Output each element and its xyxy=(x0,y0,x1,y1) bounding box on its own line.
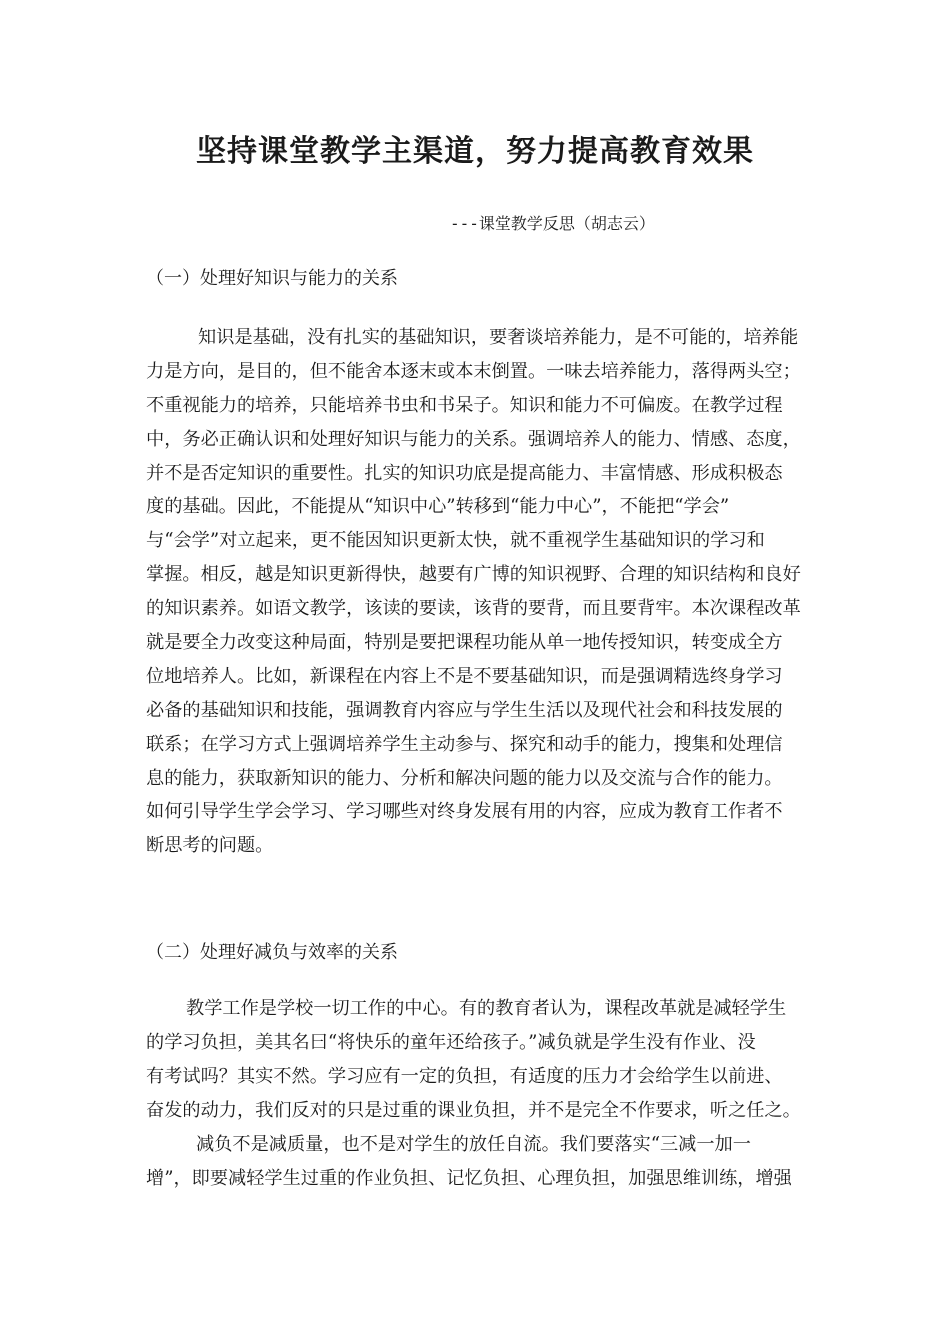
paragraph-line: 联系；在学习方式上强调培养学生主动参与、探究和动手的能力，搜集和处理信 xyxy=(146,733,783,755)
paragraph-line: 奋发的动力，我们反对的只是过重的课业负担，并不是完全不作要求，听之任之。 xyxy=(146,1099,801,1121)
paragraph-line: 的学习负担，美其名曰“将快乐的童年还给孩子。”减负就是学生没有作业、没 xyxy=(146,1031,756,1053)
paragraph-line: 如何引导学生学会学习、学习哪些对终身发展有用的内容，应成为教育工作者不 xyxy=(146,801,783,823)
paragraph-line: 有考试吗？其实不然。学习应有一定的负担，有适度的压力才会给学生以前进、 xyxy=(146,1065,783,1087)
paragraph-line: 中，务必正确认识和处理好知识与能力的关系。强调培养人的能力、情感、态度， xyxy=(146,428,801,450)
paragraph-line: 就是要全力改变这种局面，特别是要把课程功能从单一地传授知识，转变成全方 xyxy=(146,632,783,654)
document-title: 坚持课堂教学主渠道，努力提高教育效果 xyxy=(196,134,754,169)
paragraph-line: 增”，即要减轻学生过重的作业负担、记忆负担、心理负担，加强思维训练，增强 xyxy=(146,1167,792,1189)
paragraph-line: 知识是基础，没有扎实的基础知识，要奢谈培养能力，是不可能的，培养能 xyxy=(198,327,799,348)
paragraph-line: 减负不是减质量，也不是对学生的放任自流。我们要落实“三减一加一 xyxy=(196,1134,751,1155)
paragraph-line: 力是方向，是目的，但不能舍本逐末或本末倒置。一味去培养能力，落得两头空； xyxy=(146,360,801,382)
section-1-paragraph xyxy=(146,321,806,863)
section-2-paragraph-2 xyxy=(146,1128,806,1196)
paragraph-line: 度的基础。因此，不能提从“知识中心”转移到“能力中心”，不能把“学会” xyxy=(146,496,730,518)
section-1-heading: （一）处理好知识与能力的关系 xyxy=(146,268,398,289)
paragraph-line: 必备的基础知识和技能，强调教育内容应与学生生活以及现代社会和科技发展的 xyxy=(146,699,783,721)
paragraph-line: 教学工作是学校一切工作的中心。有的教育者认为，课程改革就是减轻学生 xyxy=(186,998,787,1019)
section-2-paragraph-1 xyxy=(146,992,806,1128)
paragraph-line: 断思考的问题。 xyxy=(146,835,274,857)
paragraph-line: 并不是否定知识的重要性。扎实的知识功底是提高能力、丰富情感、形成积极态 xyxy=(146,462,783,484)
paragraph-line: 掌握。相反，越是知识更新得快，越要有广博的知识视野、合理的知识结构和良好 xyxy=(146,564,801,586)
paragraph-line: 位地培养人。比如，新课程在内容上不是不要基础知识，而是强调精选终身学习 xyxy=(146,665,783,687)
paragraph-line: 息的能力，获取新知识的能力、分析和解决问题的能力以及交流与合作的能力。 xyxy=(146,767,783,789)
section-2-heading: （二）处理好减负与效率的关系 xyxy=(146,942,398,963)
paragraph-line: 与“会学”对立起来，更不能因知识更新太快，就不重视学生基础知识的学习和 xyxy=(146,530,765,552)
paragraph-line: 不重视能力的培养，只能培养书虫和书呆子。知识和能力不可偏废。在教学过程 xyxy=(146,394,783,416)
document-subtitle: ---课堂教学反思（胡志云） xyxy=(450,214,655,233)
paragraph-line: 的知识素养。如语文教学，该读的要读，该背的要背，而且要背牢。本次课程改革 xyxy=(146,598,801,620)
